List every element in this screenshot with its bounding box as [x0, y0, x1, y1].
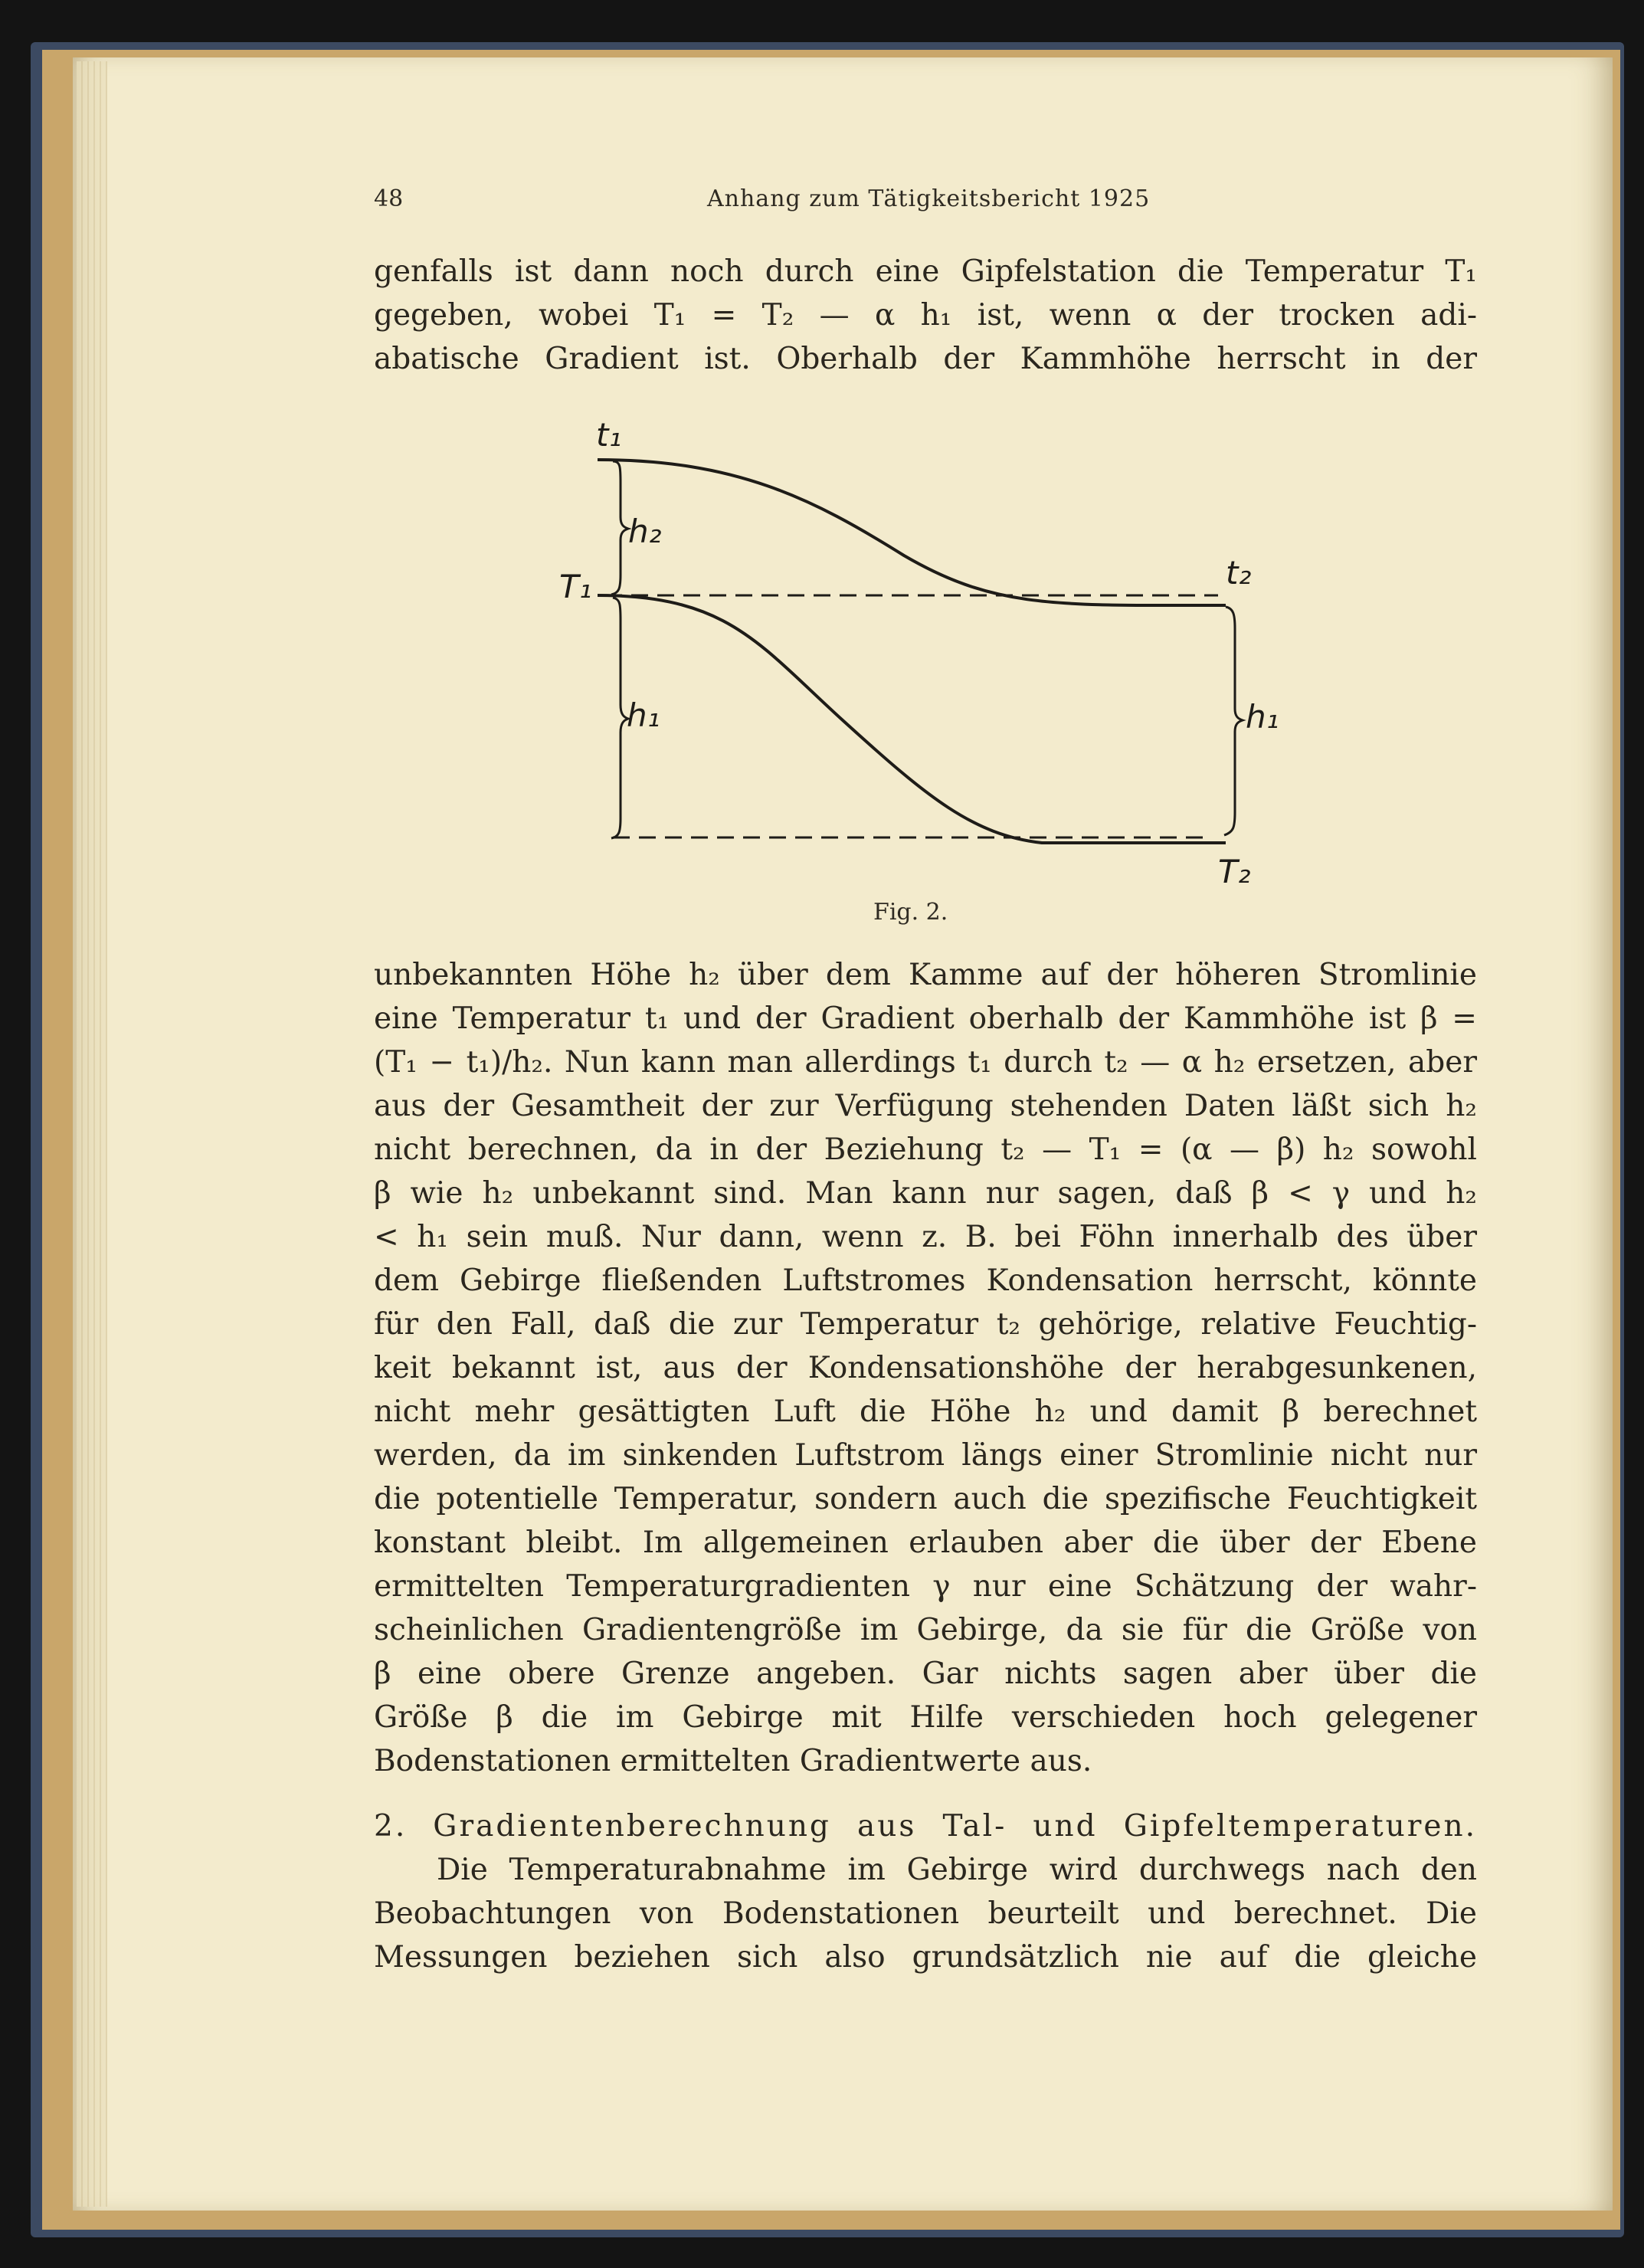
label-t1: t₁	[596, 416, 622, 454]
figure-caption: Fig. 2.	[873, 899, 948, 926]
paragraph-main	[374, 953, 1477, 1783]
text-line: die potentielle Temperatur, sondern auch die spezifische Feuchtigkeit	[374, 1482, 1477, 1516]
text-line: scheinlichen Gradientengröße im Gebirge, da sie für die Größe von	[374, 1613, 1477, 1647]
label-h1-right: h₁	[1246, 698, 1279, 736]
text-line: unbekannten Höhe h₂ über dem Kamme auf der höheren Stromlinie	[374, 958, 1477, 992]
brace-h1-left	[611, 598, 628, 838]
brace-h2	[611, 461, 628, 595]
label-h2: h₂	[628, 513, 662, 550]
label-h1-left: h₁	[627, 696, 660, 734]
text-line: (T₁ − t₁)/h₂. Nun kann man allerdings t₁ durch t₂ — α h₂ ersetzen, aber	[374, 1045, 1477, 1080]
text-line: nicht berechnen, da in der Beziehung t₂ — T₁ = (α — β) h₂ sowohl	[374, 1132, 1477, 1167]
text-line: Die Temperaturabnahme im Gebirge wird durchwegs nach den	[437, 1853, 1477, 1887]
section-2	[374, 1804, 1477, 1979]
text-line: werden, da im sinkenden Luftstrom längs einer Stromlinie nicht nur	[374, 1438, 1477, 1473]
upper-streamline	[598, 460, 1226, 605]
text-line: keit bekannt ist, aus der Kondensationshöhe der herabgesunkenen,	[374, 1351, 1477, 1385]
running-title: Anhang zum Tätigkeitsbericht 1925	[707, 185, 1151, 212]
lower-streamline	[598, 595, 1226, 843]
text-line: gegeben, wobei T₁ = T₂ — α h₁ ist, wenn α der trocken adi-	[374, 298, 1477, 333]
label-T2: T₂	[1218, 853, 1251, 890]
text-line: genfalls ist dann noch durch eine Gipfelstation die Temperatur T₁	[374, 254, 1477, 289]
text-line: Größe β die im Gebirge mit Hilfe verschieden hoch gelegener	[374, 1700, 1477, 1735]
label-T1: T₁	[559, 568, 592, 605]
text-line: aus der Gesamtheit der zur Verfügung stehenden Daten läßt sich h₂	[374, 1089, 1477, 1123]
page-number: 48	[374, 185, 404, 212]
paragraph-top	[374, 250, 1477, 381]
text-line: eine Temperatur t₁ und der Gradient oberhalb der Kammhöhe ist β =	[374, 1001, 1477, 1036]
text-line: für den Fall, daß die zur Temperatur t₂ gehörige, relative Feuchtig-	[374, 1307, 1477, 1342]
text-line: Bodenstationen ermittelten Gradientwerte aus.	[374, 1744, 1092, 1778]
page-stack-edges	[77, 61, 107, 2207]
text-line: Beobachtungen von Bodenstationen beurteilt und berechnet. Die	[374, 1896, 1477, 1931]
section-heading: 2. Gradientenberechnung aus Tal- und Gipfeltemperaturen.	[374, 1809, 1477, 1844]
page-header	[374, 185, 1477, 224]
figure-2	[536, 414, 1302, 926]
text-line: β wie h₂ unbekannt sind. Man kann nur sagen, daß β < γ und h₂	[374, 1176, 1477, 1211]
text-line: nicht mehr gesättigten Luft die Höhe h₂ und damit β berechnet	[374, 1395, 1477, 1429]
text-line: dem Gebirge fließenden Luftstromes Kondensation herrscht, könnte	[374, 1263, 1477, 1298]
label-t2: t₂	[1226, 554, 1252, 592]
streamline-diagram	[536, 414, 1302, 926]
text-line: konstant bleibt. Im allgemeinen erlauben aber die über der Ebene	[374, 1526, 1477, 1560]
text-line: β eine obere Grenze angeben. Gar nichts sagen aber über die	[374, 1657, 1477, 1691]
text-line: < h₁ sein muß. Nur dann, wenn z. B. bei Föhn innerhalb des über	[374, 1220, 1477, 1254]
text-line: Messungen beziehen sich also grundsätzlich nie auf die gleiche	[374, 1940, 1477, 1975]
text-line: ermittelten Temperaturgradienten γ nur eine Schätzung der wahr-	[374, 1569, 1477, 1604]
text-line: abatische Gradient ist. Oberhalb der Kammhöhe herrscht in der	[374, 342, 1477, 376]
brace-h1-right	[1224, 607, 1243, 835]
